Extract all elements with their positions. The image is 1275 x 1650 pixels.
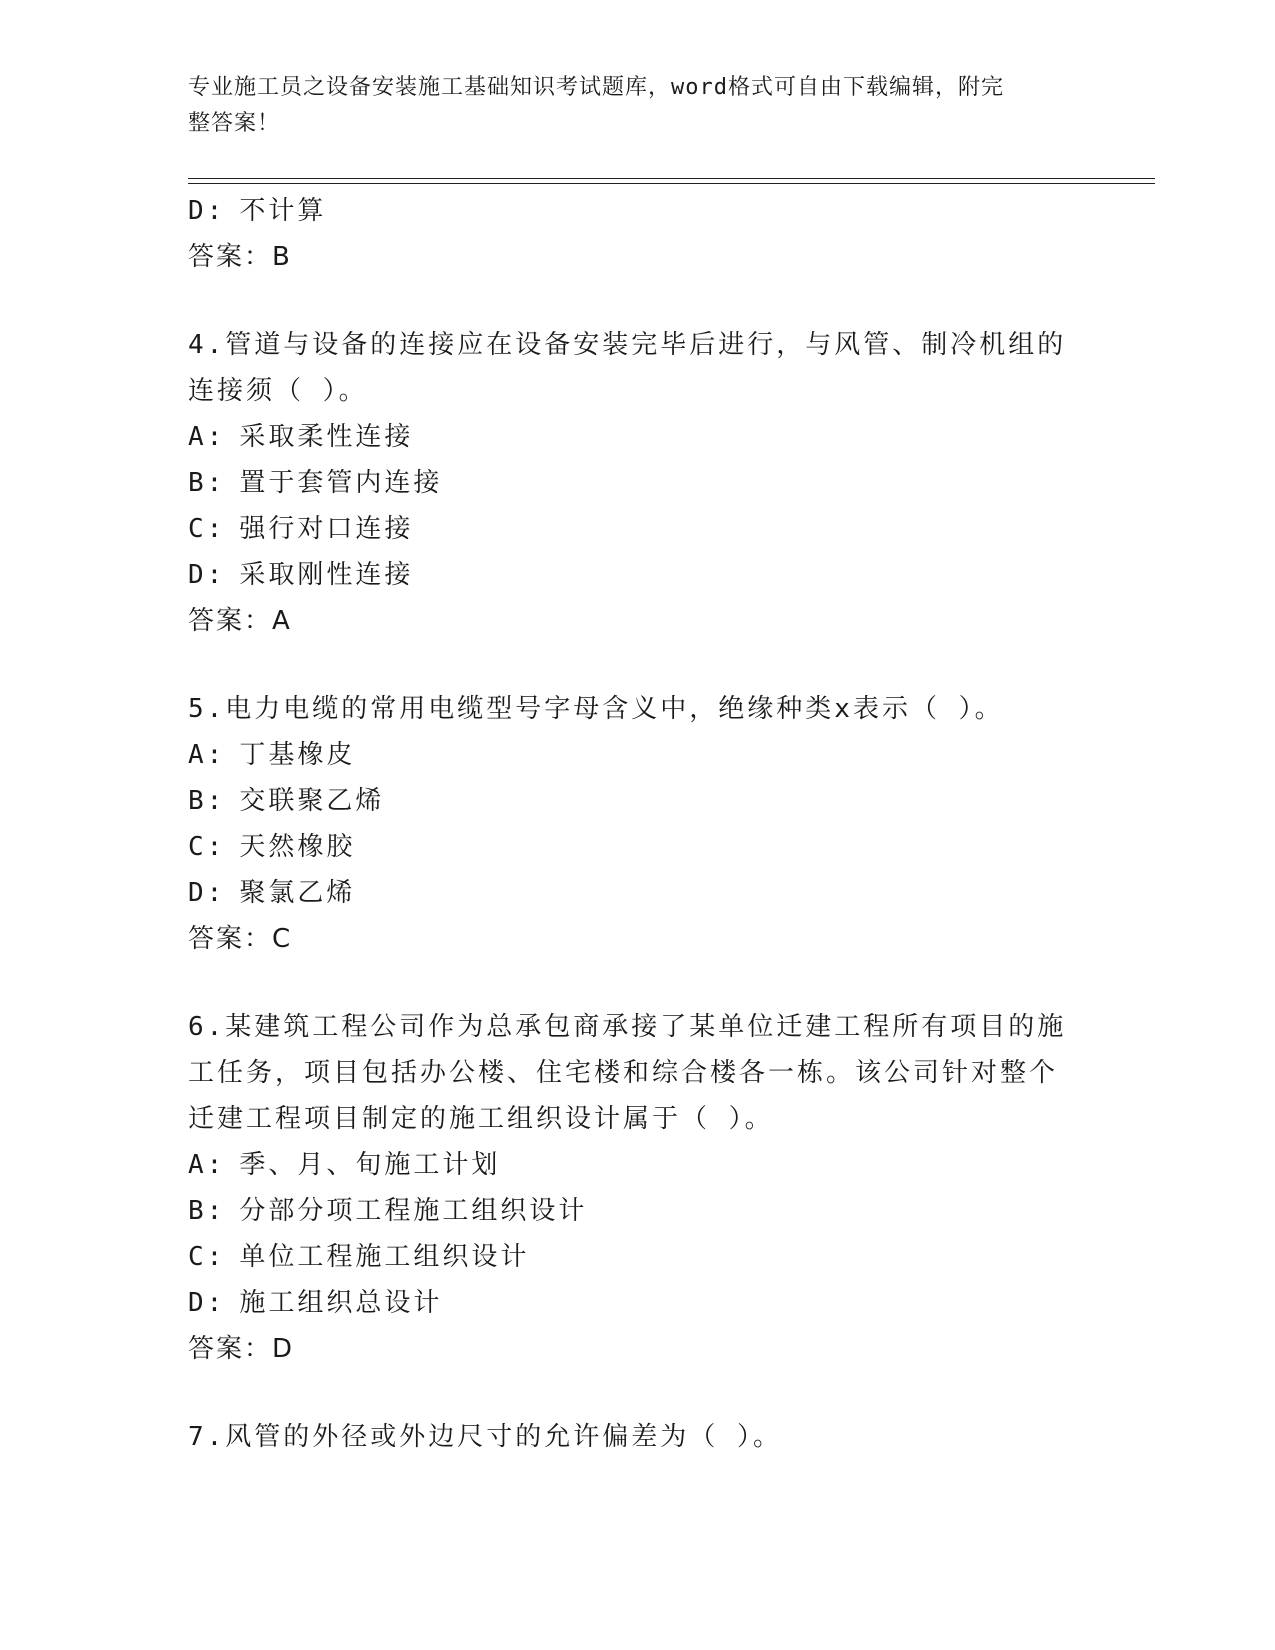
option-label: B: [188,468,226,498]
option-c [188,506,1088,552]
option-text: 施工组织总设计 [239,1288,443,1318]
question-7 [188,1414,1088,1460]
option-text: 单位工程施工组织设计 [239,1242,530,1272]
option-label: C: [188,832,226,862]
option-text: 不计算 [239,196,327,226]
prev-option-d [188,188,1088,234]
question-4 [188,322,1088,644]
option-a [188,1142,1088,1188]
header-line-2: 整答案！ [188,111,281,136]
option-label: A: [188,1150,226,1180]
option-text: 天然橡胶 [239,832,356,862]
option-label: A: [188,422,226,452]
option-label: D: [188,1288,226,1318]
header-rule-top [188,178,1155,179]
option-label: B: [188,786,226,816]
option-text: 季、月、旬施工计划 [239,1150,501,1180]
option-c [188,824,1088,870]
option-label: B: [188,1196,226,1226]
question-text-line: 连接须（ ）。 [188,376,368,406]
question-text-line: 工任务，项目包括办公楼、住宅楼和综合楼各一栋。该公司针对整个 [188,1058,1059,1088]
question-text-line: 迁建工程项目制定的施工组织设计属于（ ）。 [188,1104,774,1134]
option-label: A: [188,740,226,770]
question-5 [188,686,1088,962]
option-d [188,1280,1088,1326]
option-text: 采取刚性连接 [239,560,414,590]
option-c [188,1234,1088,1280]
option-d [188,552,1088,598]
question-text-line: 7.风管的外径或外边尺寸的允许偏差为（ ）。 [188,1422,782,1452]
option-label: D: [188,196,226,226]
option-text: 分部分项工程施工组织设计 [239,1196,588,1226]
option-text: 丁基橡皮 [239,740,356,770]
option-a [188,414,1088,460]
header-line-1: 专业施工员之设备安装施工基础知识考试题库，word格式可自由下载编辑，附完 [188,75,1004,100]
option-a [188,732,1088,778]
answer: 答案：D [188,1334,295,1364]
option-b [188,778,1088,824]
option-b [188,1188,1088,1234]
prev-answer: 答案：B [188,242,292,272]
answer: 答案：C [188,924,293,954]
option-d [188,870,1088,916]
option-text: 聚氯乙烯 [239,878,356,908]
option-text: 置于套管内连接 [239,468,443,498]
document-header [188,70,1068,142]
option-b [188,460,1088,506]
question-text-line: 5.电力电缆的常用电缆型号字母含义中，绝缘种类x表示（ ）。 [188,694,1004,724]
question-text-line: 6.某建筑工程公司作为总承包商承接了某单位迁建工程所有项目的施 [188,1012,1067,1042]
option-label: C: [188,514,226,544]
question-content [188,188,1088,1460]
option-text: 交联聚乙烯 [239,786,385,816]
option-label: C: [188,1242,226,1272]
option-label: D: [188,560,226,590]
answer: 答案：A [188,606,292,636]
option-text: 采取柔性连接 [239,422,414,452]
question-6 [188,1004,1088,1372]
header-rule-bottom [188,183,1155,184]
option-label: D: [188,878,226,908]
question-text-line: 4.管道与设备的连接应在设备安装完毕后进行，与风管、制冷机组的 [188,330,1067,360]
option-text: 强行对口连接 [239,514,414,544]
